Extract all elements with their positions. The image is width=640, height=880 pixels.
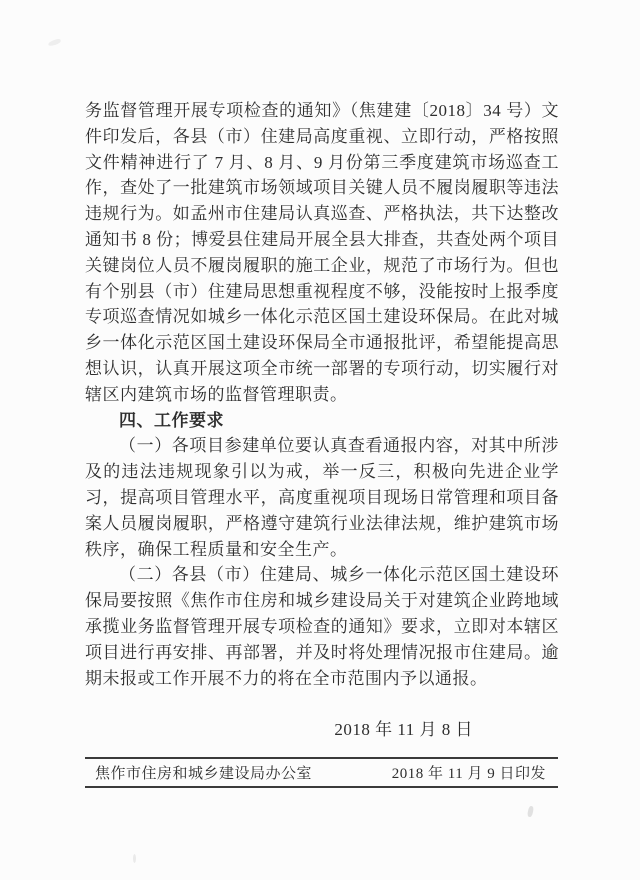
footer-colophon [85, 757, 558, 788]
section-heading: 四、工作要求 [119, 410, 224, 430]
scan-artifact [48, 38, 62, 47]
issuer-name: 焦作市住房和城乡建设局办公室 [95, 766, 313, 782]
print-date: 2018 年 11 月 9 日印发 [391, 766, 546, 782]
paragraph-continuation: 务监督管理开展专项检查的通知》（焦建建〔2018〕34 号）文件印发后，各县（市）住建局高度重视、立即行动，严格按照文件精神进行了 7 月、8 月、9 月份第三季度建筑市场巡查工作，查处了一批建筑市场领域项目关键人员不履岗履职等违法违规行为。如孟州市住建局认真巡查、严格执法，共下达整改通知书 8 份；博爱县住建局开展全县大排查，共查处两个项目关键岗位人员不履岗履职的施工企业，规范了市场行为。但也有个别县（市）住建局思想重视程度不够，没能按时上报季度专项巡查情况如城乡一体化示范区国土建设环保局。在此对城乡一体化示范区国土建设环保局全市通报批评，希望能提高思想认识，认真开展这项全市统一部署的专项行动，切实履行对辖区内建筑市场的监督管理职责。 [85, 101, 559, 404]
paragraph-item-two: （二）各县（市）住建局、城乡一体化示范区国土建设环保局要按照《焦作市住房和城乡建设局关于对建筑企业跨地域承揽业务监督管理开展专项检查的通知》要求，立即对本辖区项目进行再安排、再部署，并及时将处理情况报市住建局。逾期未报或工作开展不力的将在全市范围内予以通报。 [85, 565, 559, 688]
paragraph-item-one: （一）各项目参建单位要认真查看通报内容，对其中所涉及的违法违规现象引以为戒，举一反三，积极向先进企业学习，提高项目管理水平，高度重视项目现场日常管理和项目备案人员履岗履职，严格遵守建筑行业法律法规，维护建筑市场秩序，确保工程质量和安全生产。 [85, 436, 559, 559]
scan-artifact [133, 854, 136, 863]
document-body [85, 98, 559, 743]
scan-artifact [527, 806, 534, 818]
signature-date: 2018 年 11 月 8 日 [334, 720, 473, 740]
